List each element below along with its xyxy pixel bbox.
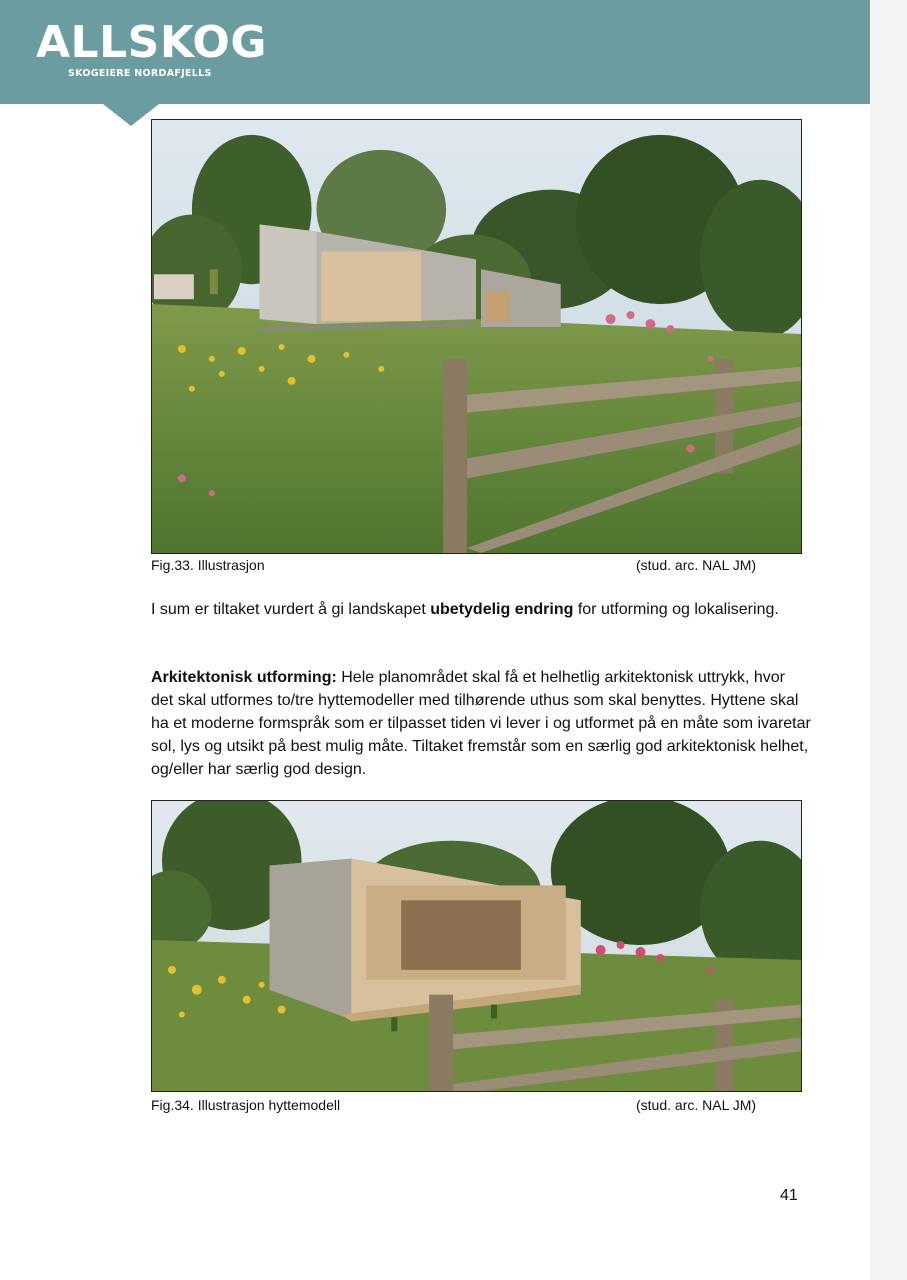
figure-34-credit: (stud. arc. NAL JM)	[636, 1097, 757, 1113]
page-edge	[870, 0, 907, 1280]
paragraph-summary-end: for utforming og lokalisering.	[573, 601, 779, 618]
figure-33-credit: (stud. arc. NAL JM)	[636, 557, 757, 573]
figure-34-caption: Fig.34. Illustrasjon hyttemodell	[151, 1097, 341, 1113]
header-banner	[0, 0, 870, 104]
page-number: 41	[780, 1187, 798, 1204]
paragraph-summary-text: I sum er tiltaket vurdert å gi landskapet	[151, 601, 431, 618]
figure-33-caption: Fig.33. Illustrasjon	[151, 557, 265, 573]
brand-logo: ALLSKOG	[36, 17, 267, 68]
brand-tagline: SKOGEIERE NORDAFJELLS	[68, 68, 212, 79]
paragraph-architecture-heading: Arkitektonisk utforming:	[151, 669, 337, 686]
paragraph-summary	[151, 598, 811, 621]
paragraph-architecture-text: Hele planområdet skal få et helhetlig arkitektonisk uttrykk, hvor det skal utformes to/tre hyttemodeller med tilhørende uthus som skal benyttes. Hyttene skal ha et moderne formspråk som er tilpasset tiden vi lever i og utformet på en måte som ivaretar sol, lys og utsikt på best mulig måte. Tiltaket fremstår som en særlig god arkitektonisk helhet, og/eller har særlig god design.	[151, 669, 811, 778]
paragraph-summary-emphasis: ubetydelig endring	[430, 601, 574, 618]
figure-34-image	[151, 800, 802, 1092]
figure-33-image	[151, 119, 802, 554]
paragraph-architecture	[151, 666, 811, 781]
